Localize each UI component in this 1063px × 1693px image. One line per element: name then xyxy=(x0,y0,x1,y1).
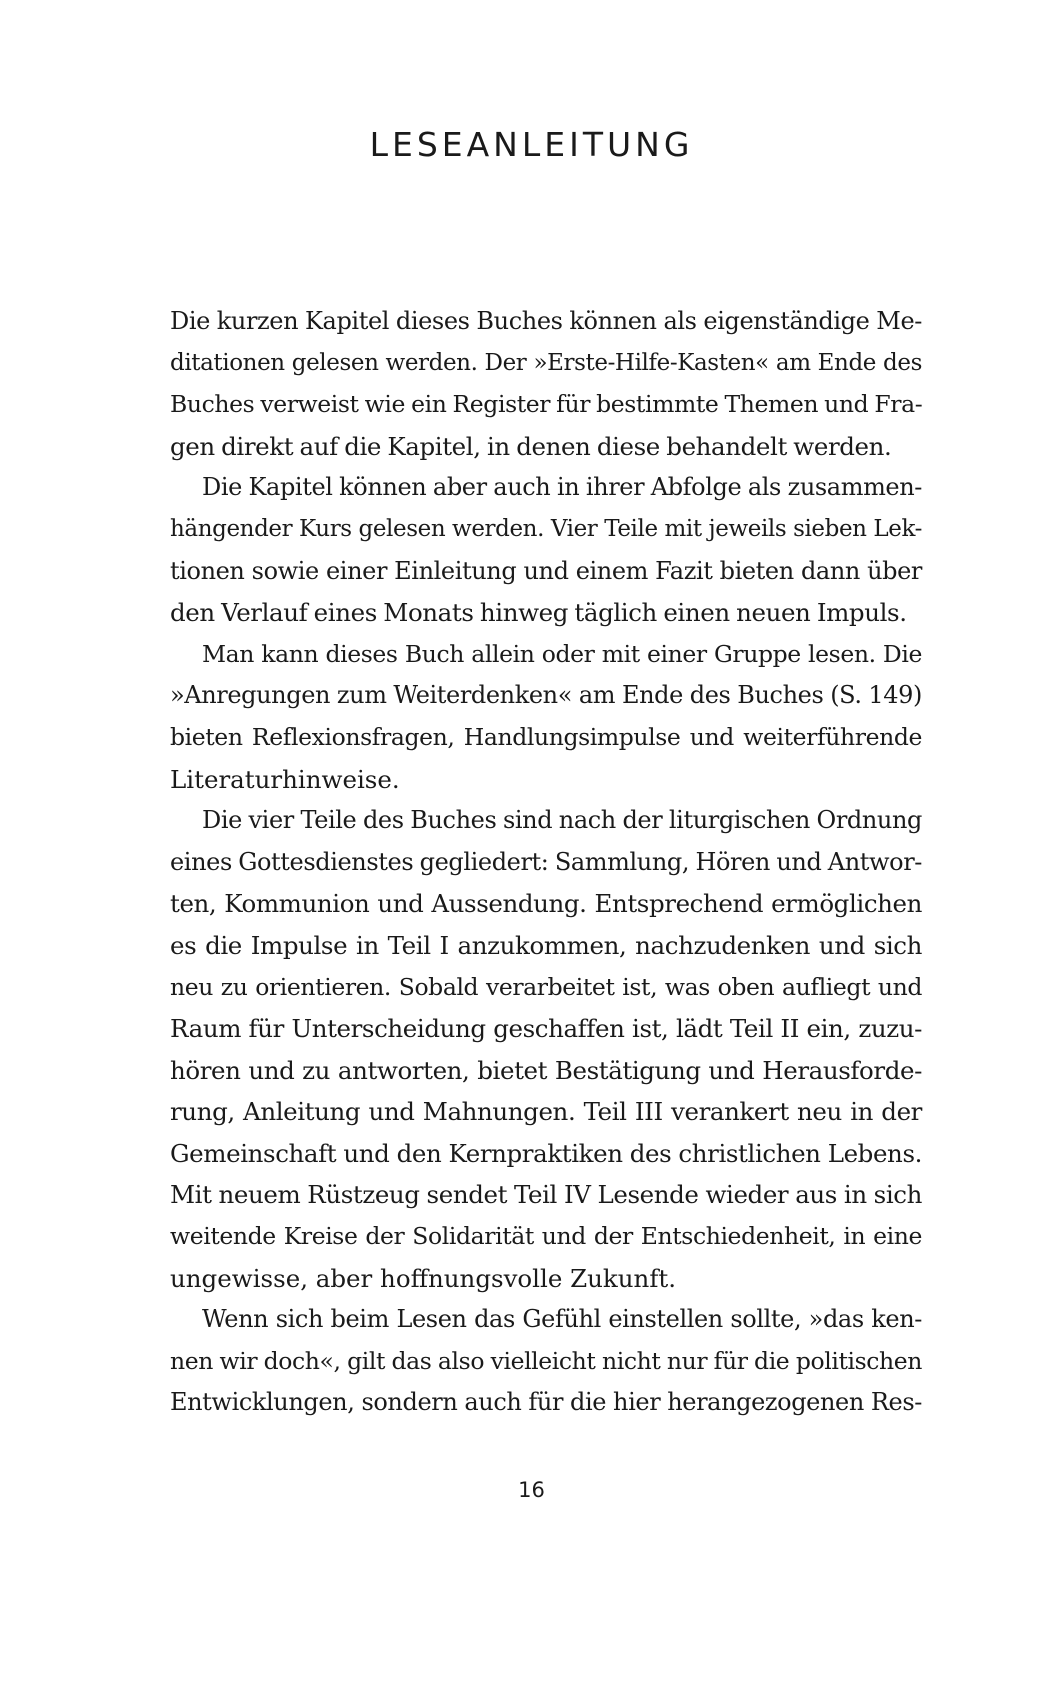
text-line: Mit neuem Rüstzeug sendet Teil IV Lesende wieder aus in sich xyxy=(170,1180,922,1210)
page-title: LESEANLEITUNG xyxy=(369,125,694,164)
text-line: Die vier Teile des Buches sind nach der liturgischen Ordnung xyxy=(202,806,922,835)
text-line: hören und zu antworten, bietet Bestätigung und Herausforde- xyxy=(170,1055,922,1085)
text-line: Entwicklungen, sondern auch für die hier herangezogenen Res- xyxy=(170,1388,922,1417)
text-line: den Verlauf eines Monats hinweg täglich einen neuen Impuls. xyxy=(170,598,907,628)
text-line: rung, Anleitung und Mahnungen. Teil III verankert neu in der xyxy=(170,1097,922,1127)
text-line: Literaturhinweise. xyxy=(170,764,400,794)
text-line: ungewisse, aber hoffnungsvolle Zukunft. xyxy=(170,1263,677,1293)
paragraph-intro xyxy=(170,301,922,467)
text-line: es die Impulse in Teil I anzukommen, nachzudenken und sich xyxy=(170,930,922,960)
text-line: bieten Reflexionsfragen, Handlungsimpulse und weiterführende xyxy=(170,722,922,751)
text-line: tionen sowie einer Einleitung und einem Fazit bieten dann über xyxy=(170,556,922,585)
paragraph-structure xyxy=(170,800,922,1299)
paragraph-group xyxy=(170,634,922,800)
text-line: ten, Kommunion und Aussendung. Entsprechend ermöglichen xyxy=(170,889,922,919)
text-line: Man kann dieses Buch allein oder mit einer Gruppe lesen. Die xyxy=(202,639,922,668)
body-text xyxy=(170,301,922,1424)
text-line: hängender Kurs gelesen werden. Vier Teile mit jeweils sieben Lek- xyxy=(170,515,922,542)
text-line: neu zu orientieren. Sobald verarbeitet ist, was oben aufliegt und xyxy=(170,972,922,1001)
text-line: Die Kapitel können aber auch in ihrer Abfolge als zusammen- xyxy=(202,473,922,502)
text-line: Wenn sich beim Lesen das Gefühl einstellen sollte, »das ken- xyxy=(202,1305,922,1334)
text-line: Raum für Unterscheidung geschaffen ist, lädt Teil II ein, zuzu- xyxy=(170,1014,922,1044)
text-line: Buches verweist wie ein Register für bestimmte Themen und Fra- xyxy=(170,390,923,419)
page-number: 16 xyxy=(518,1478,545,1502)
paragraph-course xyxy=(170,467,922,633)
paragraph-feeling xyxy=(170,1299,922,1424)
text-line: weitende Kreise der Solidarität und der Entschiedenheit, in eine xyxy=(170,1222,922,1251)
text-line: »Anregungen zum Weiterdenken« am Ende des Buches (S. 149) xyxy=(170,681,922,710)
text-line: eines Gottesdienstes gegliedert: Sammlung, Hören und Antwor- xyxy=(170,847,922,876)
text-line: gen direkt auf die Kapitel, in denen diese behandelt werden. xyxy=(170,431,892,461)
text-line: Gemeinschaft und den Kernpraktiken des christlichen Lebens. xyxy=(170,1138,922,1168)
text-line: ditationen gelesen werden. Der »Erste-Hilfe-Kasten« am Ende des xyxy=(170,349,922,376)
text-line: nen wir doch«, gilt das also vielleicht nicht nur für die politischen xyxy=(170,1346,922,1375)
text-line: Die kurzen Kapitel dieses Buches können als eigenständige Me- xyxy=(170,307,922,335)
